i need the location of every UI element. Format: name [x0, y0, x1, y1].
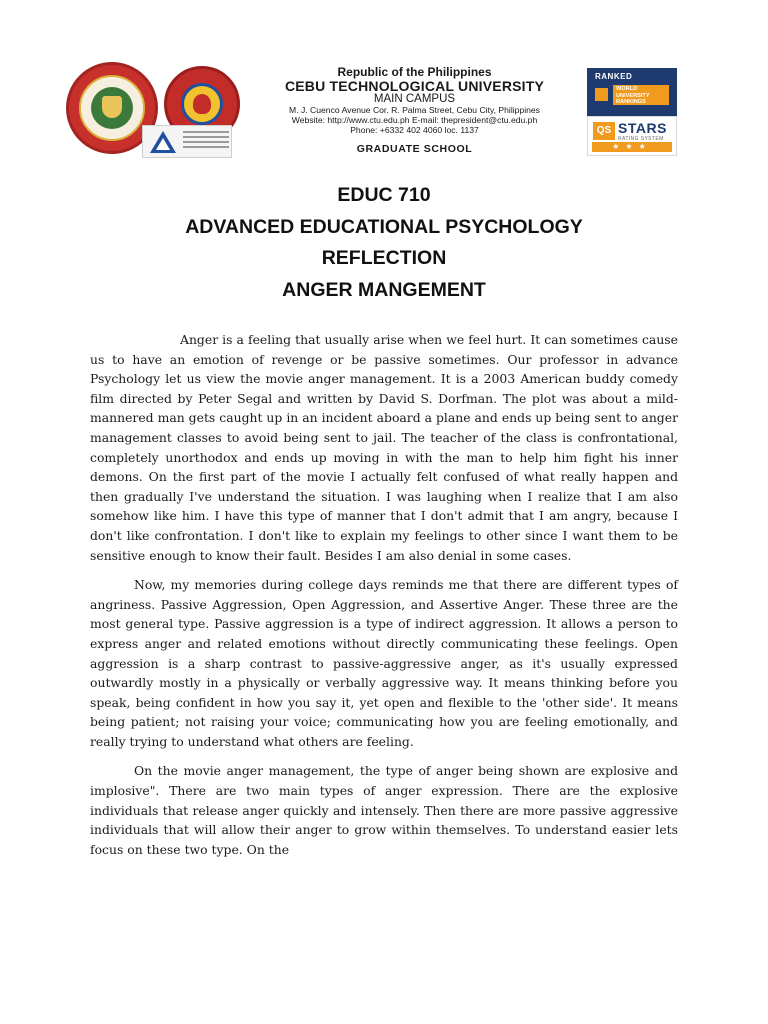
document-topic: ANGER MANGEMENT [282, 278, 486, 301]
qs-logo-icon [595, 88, 608, 101]
school-name: GRADUATE SCHOOL [356, 143, 473, 155]
reflection-body [90, 330, 678, 869]
address-line: M. J. Cuenco Avenue Cor. R. Palma Street, Cebu City, Philippines [289, 105, 540, 115]
tuv-certification-logo [142, 125, 232, 158]
ranked-label: RANKED [595, 72, 633, 81]
paragraph-3: On the movie anger management, the type of anger being shown are explosive and implosive". There are two main types of anger expression. There are the explosive individuals that release anger quickly and intensely. Then there are more passive aggressive individuals that will allow their anger to grow within themselves. To understand easier lets focus on these two type. On the [90, 763, 678, 857]
course-code: EDUC 710 [337, 184, 431, 206]
website-email-line: Website: http://www.ctu.edu.ph E-mail: thepresident@ctu.edu.ph [291, 115, 538, 125]
paragraph-2: Now, my memories during college days reminds me that there are different types of angriness. Passive Aggression, Open Aggression, and Assertive Anger. These three are the most general type. Passive aggression is a type of indirect aggression. It allows a person to express anger and related emotions without directly communicating these feelings. Open aggression is a sharp contrast to passive-aggressive anger, as it's usually expressed outwardly mostly in a physically or verbally aggressive way. It means thinking before you speak, being confident in how you say it, yet open and flexible to the 'other side'. It means being patient; not raising your voice; communicating how you are feeling emotionally, and really trying to understand what others are feeling. [90, 577, 678, 749]
letterhead [262, 66, 567, 155]
paragraph-1: Anger is a feeling that usually arise when we feel hurt. It can sometimes cause us to have an emotion of revenge or be passive sometimes. Our professor in advance Psychology let us view the movie anger management. It is a 2003 American buddy comedy film directed by Peter Segal and written by David S. Dorfman. The plot was about a mild-mannered man gets caught up in an incident aboard a plane and ends up being sent to anger management classes to avoid being sent to jail. The teacher of the class is confrontational, completely unorthodox and ends up moving in with the man to help him fight his inner demons. On the first part of the movie I actually felt confused of what really happen and then gradually I've understand the situation. I was laughing when I realize that I am also somehow like him. I have this type of manner that I don't admit that I am angry, because I don't like confrontation. I don't like to explain my feelings to other since I want them to be sensitive enough to know their fault. Besides I am also denial in some cases. [90, 332, 678, 563]
document-type: REFLECTION [321, 247, 447, 269]
phone-line: Phone: +6332 402 4060 loc. 1137 [350, 125, 479, 135]
qs-ranked-badge [587, 68, 677, 116]
stars-rating-icon: ★★★ [592, 142, 672, 152]
qs-rankings-label: WORLD UNIVERSITY RANKINGS [613, 85, 669, 105]
university-name: CEBU TECHNOLOGICAL UNIVERSITY [284, 78, 545, 94]
qs-stars-badge [587, 116, 677, 156]
course-title: ADVANCED EDUCATIONAL PSYCHOLOGY [185, 215, 583, 238]
title-block [84, 180, 684, 306]
stars-label: STARS [618, 120, 667, 136]
country-line: Republic of the Philippines [337, 65, 492, 79]
stars-rating-label: RATING SYSTEM [618, 136, 664, 142]
qs-stars-logo-icon: QS [593, 122, 615, 140]
campus-name: MAIN CAMPUS [373, 93, 456, 105]
